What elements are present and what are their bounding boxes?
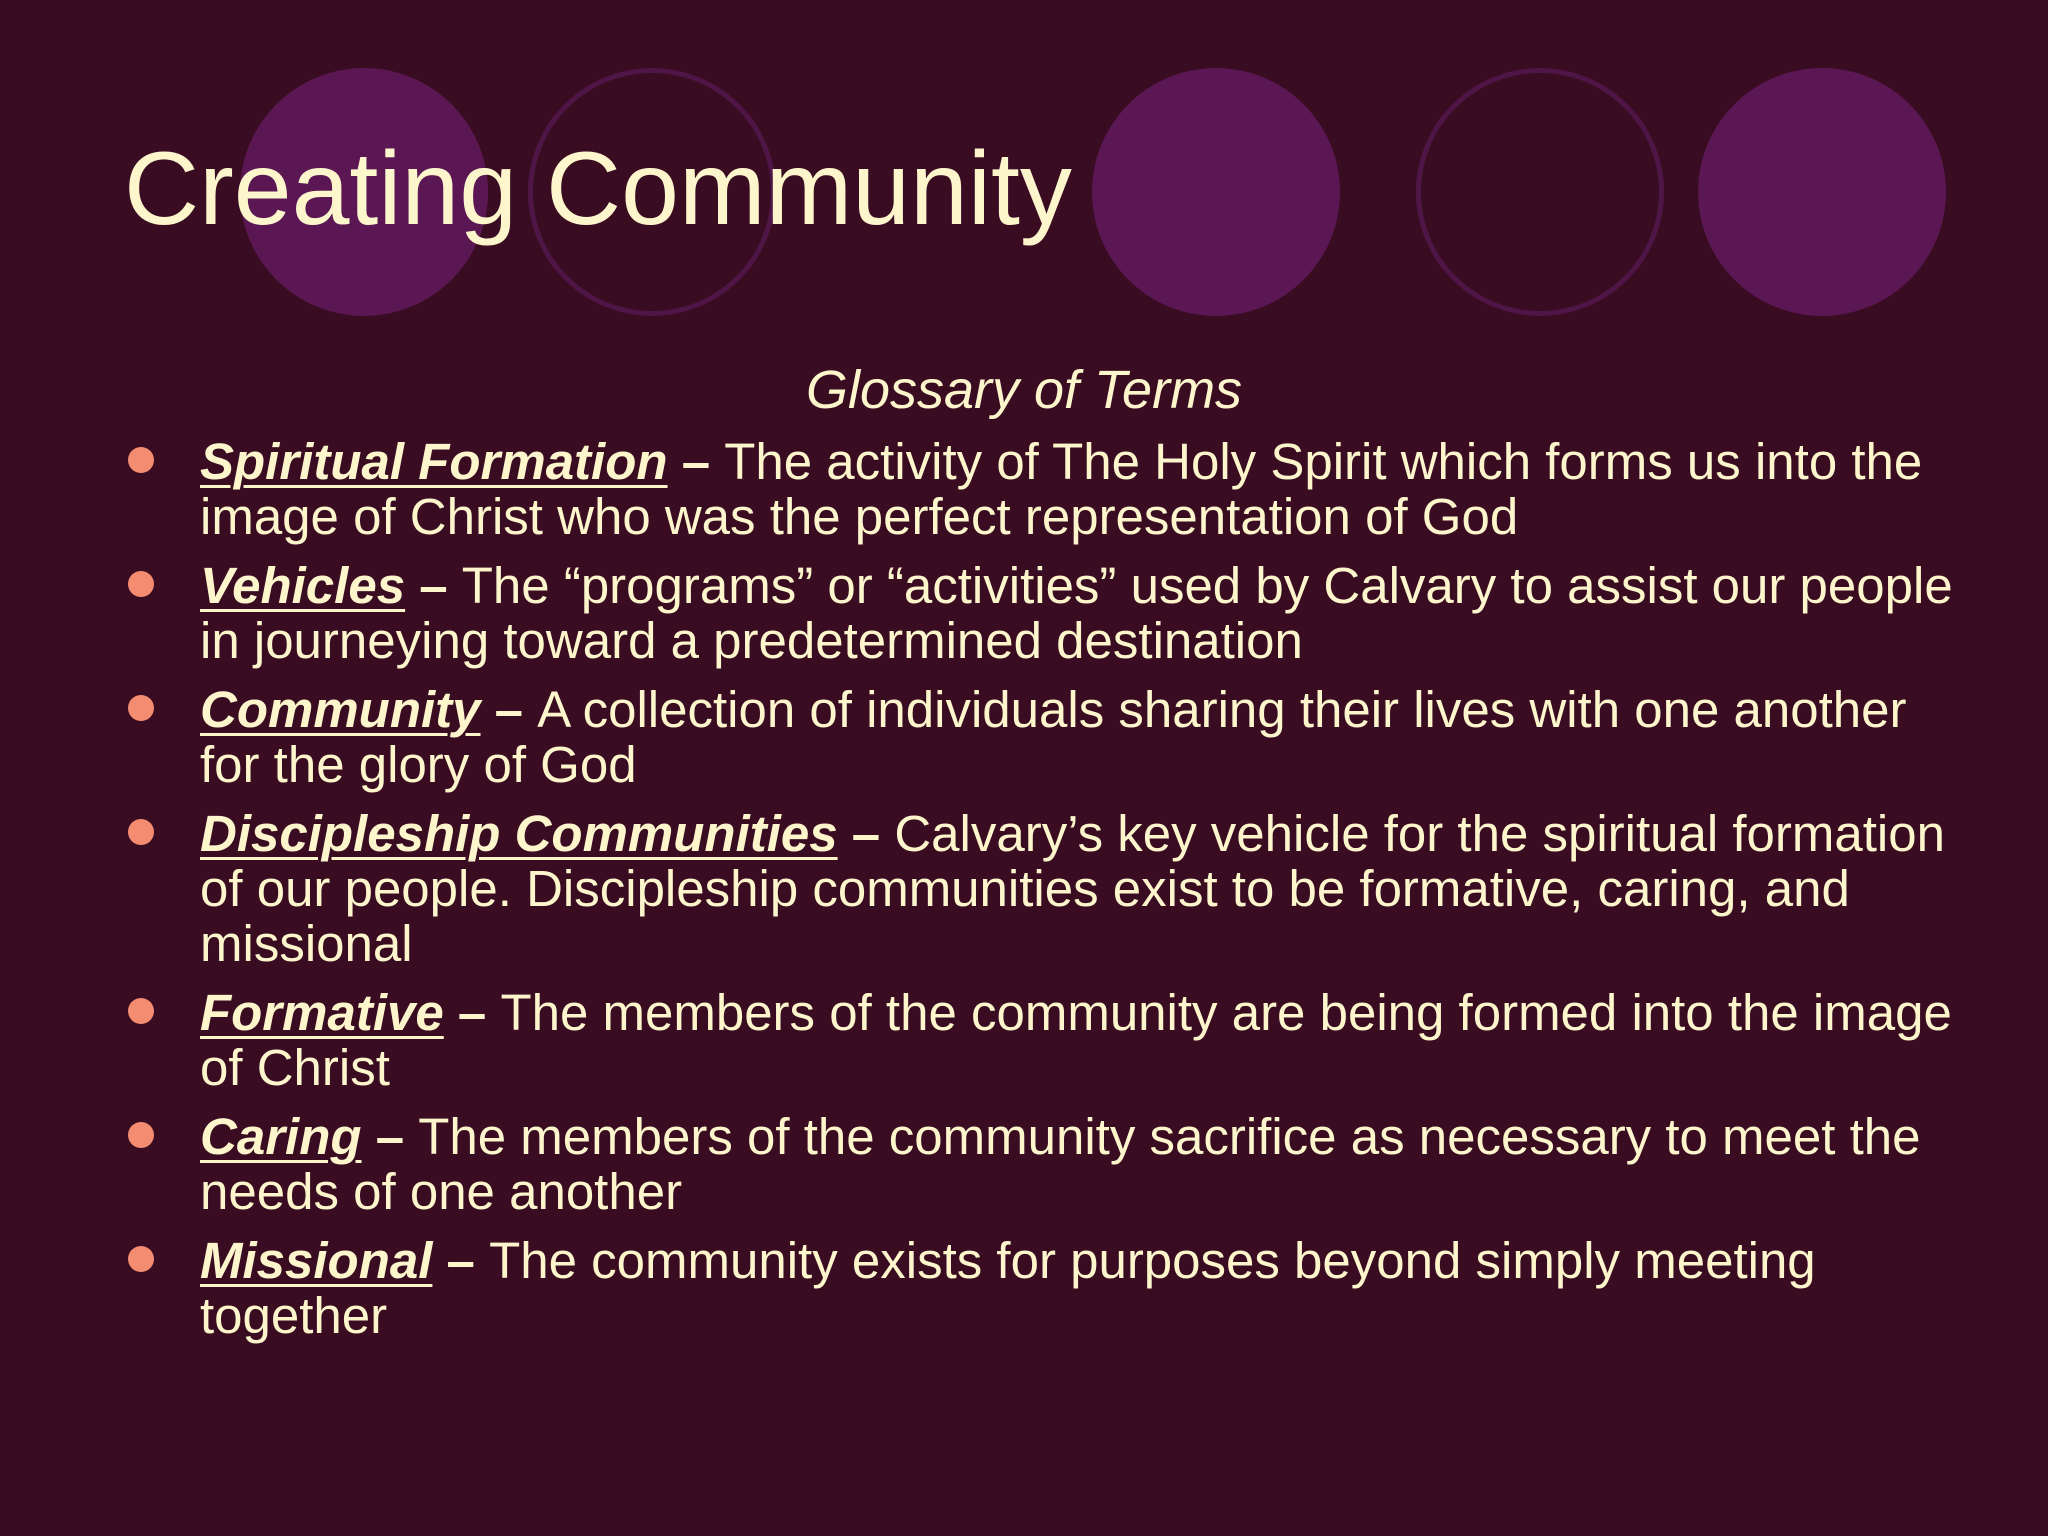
term-dash: – — [480, 681, 538, 738]
term-definition: The “programs” or “activities” used by Calvary to assist our people in journeying toward a predetermined destination — [200, 557, 1953, 669]
glossary-list — [124, 434, 1964, 1357]
slide-title: Creating Community — [124, 131, 1072, 247]
decorative-circle-outline — [1416, 68, 1664, 316]
term-definition: The members of the community are being formed into the image of Christ — [200, 984, 1952, 1096]
term-dash: – — [432, 1232, 490, 1289]
glossary-item — [124, 1233, 1964, 1343]
bullet-icon — [128, 695, 154, 721]
glossary-item — [124, 985, 1964, 1095]
term-dash: – — [361, 1108, 419, 1165]
glossary-item — [124, 806, 1964, 971]
term-definition: The members of the community sacrifice as necessary to meet the needs of one another — [200, 1108, 1921, 1220]
bullet-icon — [128, 571, 154, 597]
term-name: Vehicles — [200, 557, 406, 614]
glossary-item — [124, 682, 1964, 792]
glossary-item — [124, 434, 1964, 544]
term-name: Discipleship Communities — [200, 805, 838, 862]
bullet-icon — [128, 1122, 154, 1148]
term-name: Community — [200, 681, 481, 738]
term-definition: The community exists for purposes beyond simply meeting together — [200, 1232, 1816, 1344]
decorative-circle-filled — [1092, 68, 1340, 316]
term-dash: – — [837, 805, 895, 862]
term-definition: Calvary’s key vehicle for the spiritual formation of our people. Discipleship communities exist to be formative, caring, and missional — [200, 805, 1945, 972]
bullet-icon — [128, 447, 154, 473]
glossary-item — [124, 1109, 1964, 1219]
term-name: Caring — [200, 1108, 362, 1165]
bullet-icon — [128, 1246, 154, 1272]
term-dash: – — [405, 557, 462, 614]
term-name: Formative — [200, 984, 444, 1041]
term-definition: The activity of The Holy Spirit which forms us into the image of Christ who was the perfect representation of God — [200, 433, 1923, 545]
term-dash: – — [443, 984, 501, 1041]
term-name: Spiritual Formation — [200, 433, 668, 490]
slide-subtitle: Glossary of Terms — [805, 360, 1243, 420]
bullet-icon — [128, 998, 154, 1024]
bullet-icon — [128, 819, 154, 845]
term-dash: – — [667, 433, 725, 490]
term-definition: A collection of individuals sharing their lives with one another for the glory of God — [200, 681, 1907, 793]
term-name: Missional — [200, 1232, 433, 1289]
decorative-circle-filled — [1698, 68, 1946, 316]
glossary-item — [124, 558, 1964, 668]
